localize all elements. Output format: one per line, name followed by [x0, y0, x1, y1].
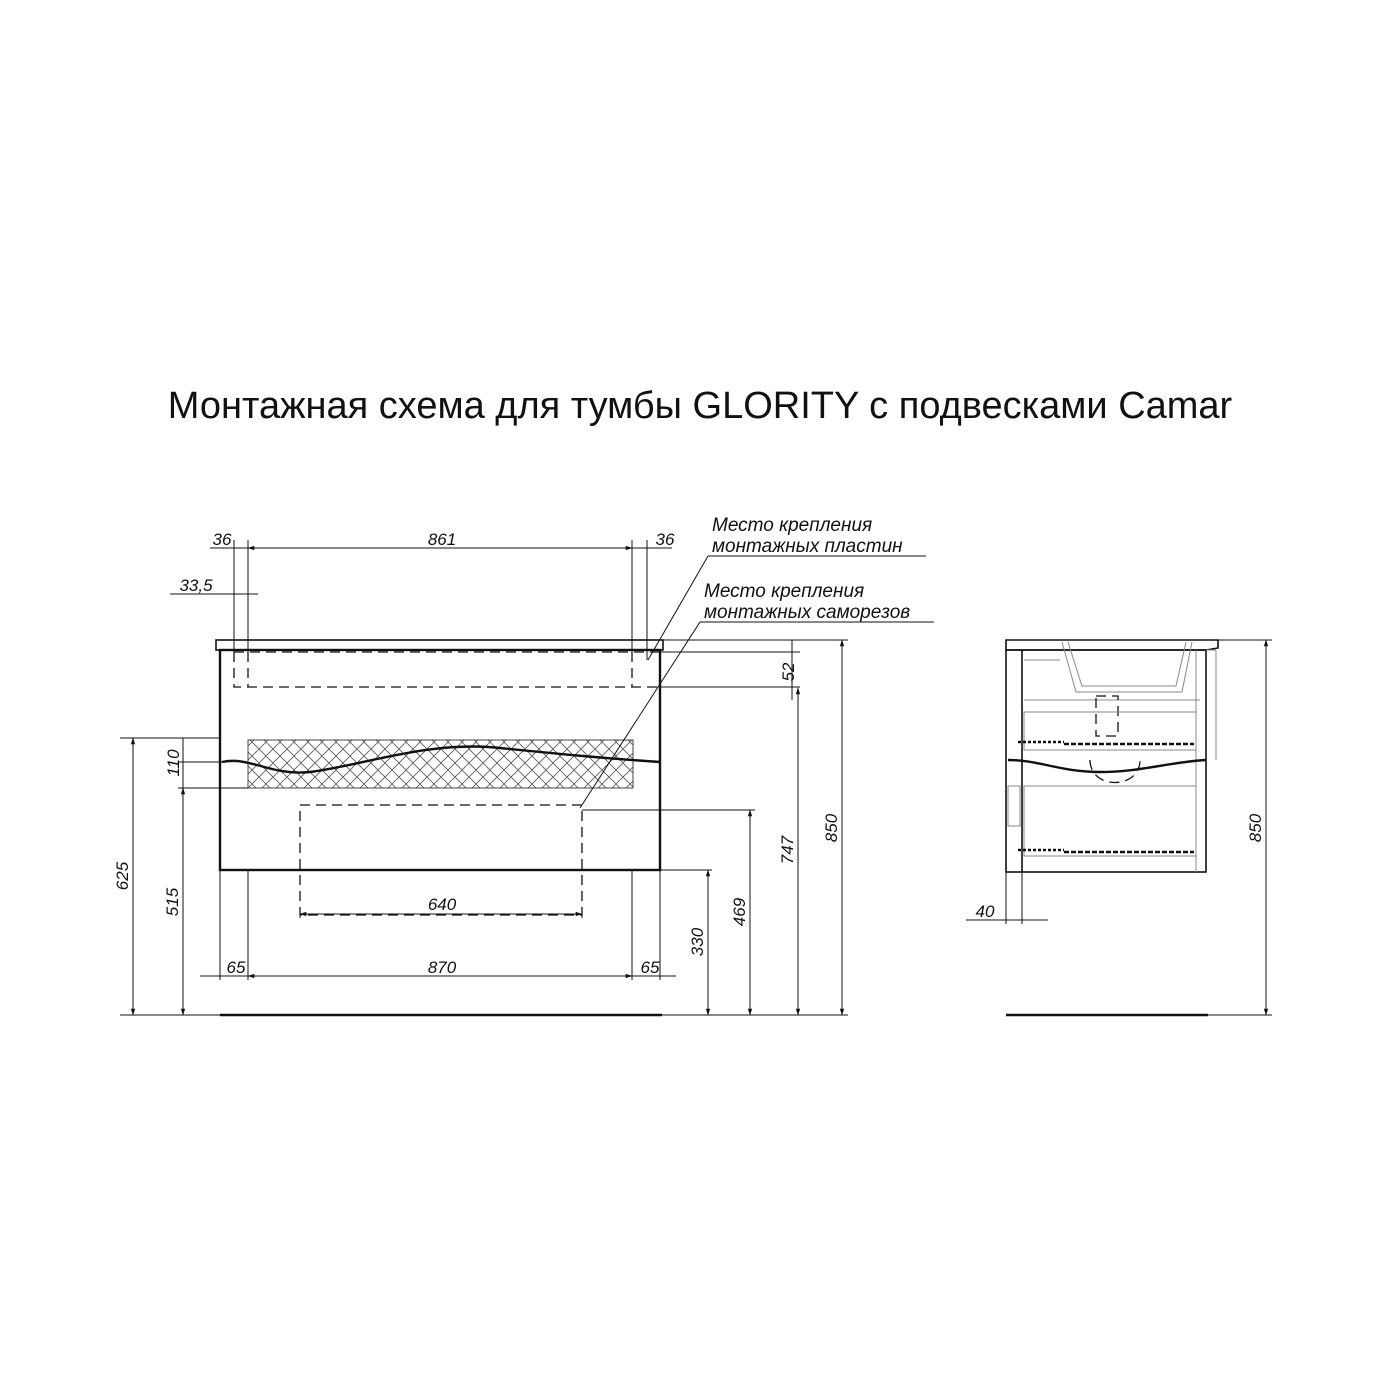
dim-left-110: 110 [164, 749, 183, 777]
note-screws-line1: Место крепления [704, 581, 865, 602]
side-dim-40: 40 [975, 902, 995, 921]
dim-bottom-right: 65 [640, 958, 660, 977]
note-screws-line2: монтажных саморезов [704, 602, 911, 623]
side-wave [1008, 760, 1206, 772]
page-title: Монтажная схема для тумбы GLORITY с подвесками Camar [167, 385, 1233, 427]
side-body [1006, 650, 1206, 872]
dim-height-330: 330 [688, 927, 707, 957]
dim-offset-left: 33,5 [179, 576, 213, 595]
dim-bottom-center: 870 [427, 958, 457, 977]
side-view [966, 640, 1272, 1015]
dim-top-left: 36 [212, 530, 232, 549]
side-countertop [1006, 640, 1218, 650]
dim-right-52: 52 [779, 662, 798, 682]
dim-width-640: 640 [427, 895, 457, 914]
dim-height-747: 747 [778, 835, 797, 865]
countertop [216, 640, 663, 650]
side-lower-drawer [1024, 786, 1196, 856]
dim-height-850: 850 [822, 813, 841, 843]
note-plates-line2: монтажных пластин [712, 536, 903, 557]
side-dim-850: 850 [1246, 813, 1265, 843]
side-siphon [1096, 696, 1118, 736]
dim-top-right: 36 [655, 530, 675, 549]
mounting-plates-zone [234, 652, 660, 687]
dim-bottom-left: 65 [226, 958, 246, 977]
note-plates-line1: Место крепления [712, 515, 873, 536]
dim-height-625: 625 [113, 861, 132, 891]
front-view [113, 515, 934, 1015]
dim-height-469: 469 [730, 897, 749, 927]
dim-top-center: 861 [427, 530, 457, 549]
dim-height-515: 515 [163, 887, 182, 917]
